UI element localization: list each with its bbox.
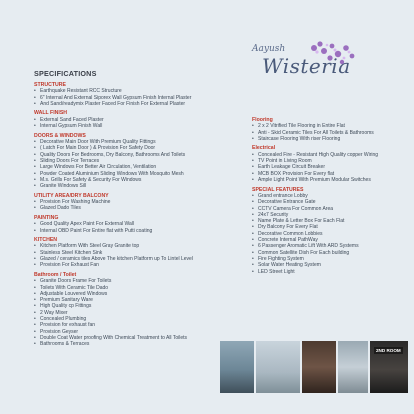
spec-section xyxy=(34,237,234,269)
bullet-icon: • xyxy=(34,227,36,234)
spec-item-text: Premium Sanitary Ware xyxy=(40,297,93,304)
spec-item-text: Anti - Skid Ceramic Tiles For All Toilets & Bathrooms xyxy=(258,129,374,136)
bullet-icon: • xyxy=(34,290,36,297)
spec-section xyxy=(252,145,402,183)
spec-list xyxy=(252,152,402,183)
spec-item-text: Provision For Exhaust Fan xyxy=(40,262,99,269)
bullet-icon: • xyxy=(34,221,36,228)
spec-list xyxy=(252,193,402,275)
spec-section xyxy=(252,117,402,142)
spec-item-text: MCB BOX Provision For Every flat xyxy=(258,170,335,177)
bullet-icon: • xyxy=(34,309,36,316)
bullet-icon: • xyxy=(34,249,36,256)
left-column xyxy=(34,82,234,351)
section-heading: Flooring xyxy=(252,117,273,123)
bullet-icon: • xyxy=(252,230,254,237)
bullet-icon: • xyxy=(34,328,36,335)
spec-item xyxy=(252,136,402,142)
bullet-icon: • xyxy=(252,243,254,250)
spec-item-text: High Quality cp Fittings xyxy=(40,303,92,310)
bullet-icon: • xyxy=(252,199,254,206)
spec-item-text: ( Latch For Main Door ) & Provision For Safety Door xyxy=(40,145,156,152)
spec-item-text: Good Quality Apex Paint For External Wall xyxy=(40,221,135,228)
spec-item-text: Adjustable Louvered Windows xyxy=(40,290,108,297)
spec-item-text: Decorative Main Door With Premium Quality Fittings xyxy=(40,139,156,146)
bullet-icon: • xyxy=(34,176,36,183)
spec-item-text: Powder Coated Aluminium Sliding Windows With Mosquito Mesh xyxy=(40,170,184,177)
spec-section xyxy=(34,82,234,107)
bullet-icon: • xyxy=(252,158,254,165)
bullet-icon: • xyxy=(34,315,36,322)
bullet-icon: • xyxy=(252,237,254,244)
photo-corridor xyxy=(338,341,368,393)
bullet-icon: • xyxy=(252,170,254,177)
spec-section xyxy=(34,215,234,234)
bullet-icon: • xyxy=(252,249,254,256)
right-column xyxy=(252,117,402,278)
spec-list xyxy=(34,243,234,268)
bullet-icon: • xyxy=(34,157,36,164)
bullet-icon: • xyxy=(34,101,36,107)
photo-kitchen xyxy=(370,341,408,393)
spec-item-text: Granite Doors Frame For Toilets xyxy=(40,278,112,285)
bullet-icon: • xyxy=(252,129,254,136)
bullet-icon: • xyxy=(34,303,36,310)
spec-item-text: Staircase Flooring With riser Flooring xyxy=(258,136,341,142)
section-heading: UTILITY AREA/DRY BALCONY xyxy=(34,192,109,199)
spec-item-text: Sliding Doors For Terraces xyxy=(40,157,100,164)
bullet-icon: • xyxy=(34,145,36,152)
section-heading: STRUCTURE xyxy=(34,82,66,88)
spec-item-text: Earth Leakage Circuit Breaker xyxy=(258,164,325,171)
bullet-icon: • xyxy=(252,218,254,225)
bullet-icon: • xyxy=(252,164,254,171)
brand-name-line1: Aayush xyxy=(252,44,286,54)
spec-item-text: Kitchen Platform With Steel Gray Granite top xyxy=(40,243,140,250)
spec-item-text: External Sand Faced Plaster xyxy=(40,116,104,123)
bullet-icon: • xyxy=(34,199,36,206)
spec-item-text: Earthquake Resistant RCC Structure xyxy=(40,88,122,95)
spec-item-text: Ample Light Point With Premium Modular Switches xyxy=(258,177,371,184)
spec-item-text: Provision Geyser xyxy=(40,328,79,335)
spec-list xyxy=(34,117,234,130)
spec-item-text: Large Windows For Better Air Circulation, Ventilation xyxy=(40,164,157,171)
spec-item-text: CCTV Camera For Common Area xyxy=(258,205,334,212)
bullet-icon: • xyxy=(252,255,254,262)
spec-item xyxy=(34,228,234,234)
bullet-icon: • xyxy=(34,278,36,285)
spec-item-text: TV Point in Living Room xyxy=(258,158,312,165)
spec-item-text: 2 Way Mixer xyxy=(40,309,68,316)
bullet-icon: • xyxy=(34,170,36,177)
spec-item-text: Decorative Entrance Gate xyxy=(258,199,316,206)
section-heading: KITCHEN xyxy=(34,237,58,244)
spec-item-text: 6" Internal And External Siporex Wall Gypsum Finish Internal Plaster xyxy=(40,94,192,101)
spec-item xyxy=(34,262,234,268)
spec-item-text: 2 x 2 Vitrified Tile Flooring in Entire Flat xyxy=(258,123,345,130)
spec-item-text: Internal Gypsum Finish Wall xyxy=(40,123,103,130)
spec-item-text: Common Satellite Dish For Each building xyxy=(258,249,350,256)
bullet-icon: • xyxy=(34,262,36,269)
bullet-icon: • xyxy=(34,88,36,95)
section-heading: WALL FINISH xyxy=(34,110,68,117)
spec-section xyxy=(34,193,234,212)
bullet-icon: • xyxy=(34,256,36,263)
spec-item-text: Glazed Dado Tiles xyxy=(40,205,81,212)
bullet-icon: • xyxy=(252,205,254,212)
bullet-icon: • xyxy=(34,297,36,304)
photo-lobby xyxy=(256,341,300,393)
spec-item-text: Quality Doors For Bedrooms, Dry Balcony, Bathrooms And Toilets xyxy=(40,151,186,158)
spec-item xyxy=(34,205,234,211)
spec-item-text: Toilets With Ceramic Tile Dado xyxy=(40,284,109,291)
section-heading: Electrical xyxy=(252,145,276,152)
bullet-icon: • xyxy=(34,139,36,146)
bullet-icon: • xyxy=(34,284,36,291)
spec-item xyxy=(34,123,234,129)
bullet-icon: • xyxy=(34,322,36,329)
spec-section xyxy=(252,187,402,275)
spec-item-text: Concealed Fire - Resistant High Quality copper Wiring xyxy=(258,151,379,158)
spec-item-text: M.s. Grills For Safety & Security For Windows xyxy=(40,176,142,183)
photo-building-exterior xyxy=(220,341,254,393)
bullet-icon: • xyxy=(34,205,36,212)
spec-item-text: Bathrooms & Terraces xyxy=(40,341,90,348)
spec-item-text: Provision For Washing Machine xyxy=(40,199,111,206)
spec-item-text: Dry Balcony For Every Flat xyxy=(258,224,318,231)
spec-item-text: Concealed Plumbing xyxy=(40,315,87,322)
spec-item-text: Double Coat Water proofing With Chemical Treatment to All Toilets xyxy=(40,334,188,341)
bullet-icon: • xyxy=(34,183,36,190)
bullet-icon: • xyxy=(34,243,36,250)
spec-section xyxy=(34,272,234,348)
spec-section xyxy=(34,133,234,190)
spec-item-text: Grand entrance Lobby xyxy=(258,192,308,199)
spec-item xyxy=(34,341,234,347)
spec-list xyxy=(34,199,234,212)
spec-item xyxy=(252,269,402,275)
spec-item-text: Name Plate & Letter Box For Each Flat xyxy=(258,218,345,225)
brand-name-line2: Wisteria xyxy=(262,54,351,78)
section-heading: SPECIAL FEATURES xyxy=(252,186,304,193)
spec-item-text: Glazed / ceramics tiles Above The kitchen Platform up To Lintel Level xyxy=(40,256,193,263)
spec-item-text: Granite Windows Sill xyxy=(40,183,87,190)
spec-item xyxy=(34,101,234,107)
bullet-icon: • xyxy=(252,123,254,130)
bullet-icon: • xyxy=(252,211,254,218)
spec-list xyxy=(34,139,234,189)
spec-item-text: LED Street Light xyxy=(258,268,295,275)
bullet-icon: • xyxy=(252,262,254,269)
spec-item xyxy=(34,183,234,189)
photo-strip xyxy=(220,341,408,393)
spec-item-text: Fire Fighting System xyxy=(258,255,304,262)
spec-item-text: 6 Passenger Aromatic Lift With ARD Systems xyxy=(258,243,359,250)
spec-list xyxy=(252,123,402,142)
spec-list xyxy=(34,278,234,347)
bullet-icon: • xyxy=(252,192,254,199)
page-title: SPECIFICATIONS xyxy=(34,69,97,78)
spec-item-text: Internal OBD Paint For Entire flat with Putti coating xyxy=(40,227,153,234)
spec-list xyxy=(34,221,234,234)
spec-item-text: Stainless Steel Kitchen Sink xyxy=(40,249,103,256)
brand-logo xyxy=(248,42,360,90)
bullet-icon: • xyxy=(34,334,36,341)
bullet-icon: • xyxy=(34,94,36,101)
bullet-icon: • xyxy=(252,268,254,275)
section-heading: DOORS & WINDOWS xyxy=(34,132,86,139)
spec-item-text: And Sand/readymix Plaster Faced For Finish For External Plaster xyxy=(40,101,186,107)
bullet-icon: • xyxy=(252,136,254,142)
section-heading: Bathroom / Toilet xyxy=(34,271,77,278)
section-heading: PAINTING xyxy=(34,214,59,221)
spec-list xyxy=(34,88,234,107)
bullet-icon: • xyxy=(34,151,36,158)
bullet-icon: • xyxy=(34,116,36,123)
bullet-icon: • xyxy=(252,177,254,184)
photo-tag: 2ND ROOM xyxy=(376,348,401,353)
spec-item-text: 24x7 Security xyxy=(258,211,289,218)
spec-item xyxy=(252,177,402,183)
spec-section xyxy=(34,110,234,129)
bullet-icon: • xyxy=(34,164,36,171)
photo-interior xyxy=(302,341,336,393)
bullet-icon: • xyxy=(34,341,36,348)
spec-item-text: Concrete Internal PathWay xyxy=(258,237,318,244)
spec-item-text: Solar Water Heating System xyxy=(258,262,321,269)
spec-item-text: Provision for exhaust fan xyxy=(40,322,96,329)
bullet-icon: • xyxy=(252,224,254,231)
spec-item-text: Decorative Common Lobbies xyxy=(258,230,323,237)
bullet-icon: • xyxy=(252,151,254,158)
bullet-icon: • xyxy=(34,123,36,130)
